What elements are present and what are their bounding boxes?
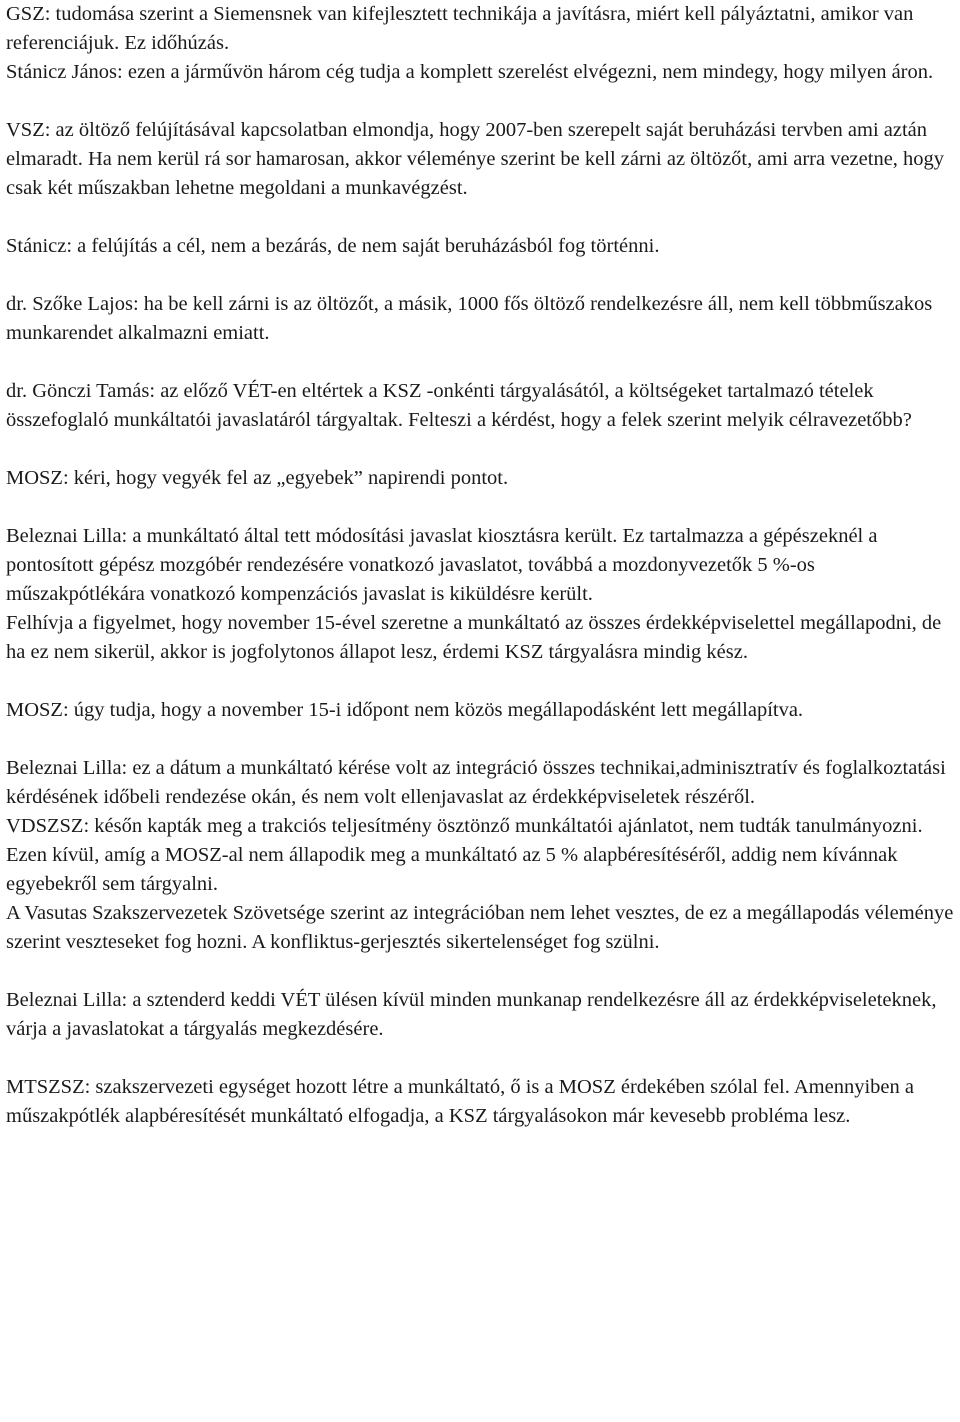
paragraph-beleznai-lilla-2 — [6, 754, 954, 812]
text-segment: dr. — [6, 380, 28, 402]
paragraph-beleznai-lilla-3 — [6, 986, 954, 1044]
text-segment: Gönczi Tamás: az előző VÉT-en eltértek a KSZ — [27, 380, 427, 402]
text-segment: Beleznai Lilla: ez a dátum a munkáltató kérése volt az integráció összes technikai,adminisztratív és foglalkoztatási kérdésének időbeli rendezése okán, és nem volt ellenjavaslat az érdekképviseletek részéről. — [6, 757, 946, 808]
text-segment: VSZ: az öltöző felújításával kapcsolatban elmondja, hogy 2007-ben szerepelt saját beruházási tervben ami aztán elmaradt. — [6, 119, 928, 170]
text-segment: MOSZ: kéri, hogy vegyék fel az „egyebek” napirendi pontot. — [6, 467, 509, 489]
paragraph-mtszsz — [6, 1073, 954, 1131]
paragraph-vsz — [6, 116, 954, 203]
text-segment: VDSZSZ: későn kapták meg a trakciós teljesítmény ösztönző munkáltatói ajánlatot, nem tudták tanulmányozni. — [6, 815, 923, 837]
text-segment: Ha nem kerül rá sor hamarosan, akkor véleménye szerint be kell zárni az öltözőt, ami arra vezetne, hogy csak két műszakban lehetne megoldani a munkavégzést. — [6, 148, 945, 199]
paragraph-gonczi-tamas — [6, 377, 954, 435]
text-segment: Felhívja a figyelmet, hogy november 15-ével szeretne a munkáltató az összes érdekképviselettel megállapodni, de ha ez nem sikerül, akkor is jogfolytonos állapot lesz, érdemi KSZ tárgyalásra mindig kész. — [6, 612, 942, 663]
paragraph-stanicz — [6, 232, 954, 261]
paragraph-stanicz-janos — [6, 58, 954, 87]
text-segment: Stánicz: a felújítás a cél, nem a bezárás, de nem saját beruházásból fog történni. — [6, 235, 660, 257]
text-segment: dr. — [6, 293, 28, 315]
text-segment: Ezen kívül, amíg a MOSZ-al nem állapodik meg a munkáltató az 5 % alapbéresítéséről, addig nem kívánnak egyebekről sem tárgyalni. — [6, 844, 898, 895]
text-segment: MOSZ: úgy tudja, hogy a november 15-i időpont nem közös megállapodásként lett megállapítva. — [6, 699, 804, 721]
paragraph-felhivja — [6, 609, 954, 667]
text-segment: Beleznai Lilla: a sztenderd keddi VÉT ülésen kívül minden munkanap rendelkezésre áll az érdekképviseleteknek, várja a javaslatokat a tárgyalás megkezdésére. — [6, 989, 937, 1040]
paragraph-beleznai-lilla-1 — [6, 522, 954, 609]
text-segment: A Vasutas Szakszervezetek Szövetsége szerint az integrációban nem lehet vesztes, de ez a megállapodás véleménye szerint veszteseket fog hozni. — [6, 902, 954, 953]
paragraph-gsz — [6, 0, 954, 58]
text-segment: Szőke Lajos: ha be kell zárni is az öltözőt, a másik, 1000 fős öltöző rendelkezésre áll, nem kell többműszakos munkarendet alkalmazni emiatt. — [6, 293, 933, 344]
text-segment: Beleznai Lilla: a munkáltató által tett módosítási javaslat kiosztásra került. — [6, 525, 618, 547]
text-segment: A konfliktus-gerjesztés sikertelenséget fog szülni. — [247, 931, 660, 953]
text-segment: MTSZSZ: szakszervezeti egységet hozott létre a munkáltató, ő is a MOSZ érdekében szólal fel. — [6, 1076, 790, 1098]
paragraph-vasutas-szakszervezetek — [6, 899, 954, 957]
text-segment: -onkénti tárgyalásától, a költségeket tartalmazó tételek összefoglaló munkáltatói javaslatáról tárgyaltak. — [6, 380, 874, 431]
text-segment: GSZ: tudomása szerint a Siemensnek van kifejlesztett technikája a javításra, miért kell pályáztatni, amikor van referenciájuk. Ez időhúzás. — [6, 3, 914, 54]
text-segment: Amennyiben a műszakpótlék alapbéresítését munkáltató elfogadja, a KSZ tárgyalásokon már kevesebb probléma lesz. — [6, 1076, 914, 1127]
text-segment: Felteszi a kérdést, hogy a felek szerint melyik célravezetőbb? — [402, 409, 912, 431]
paragraph-szoke-lajos — [6, 290, 954, 348]
paragraph-mosz-2 — [6, 696, 954, 725]
paragraph-mosz-1 — [6, 464, 954, 493]
paragraph-vdszsz — [6, 812, 954, 899]
text-segment: Ez tartalmazza a gépészeknél a pontosított gépész mozgóbér rendezésére vonatkozó javaslatot, továbbá a mozdonyvezetők 5 %-os műszakpótlékára vonatkozó kompenzációs javaslat is kiküldésre került. — [6, 525, 878, 605]
text-segment: Stánicz János: ezen a járművön három cég tudja a komplett szerelést elvégezni, nem mindegy, hogy milyen áron. — [6, 61, 934, 83]
document-page — [6, 0, 954, 1131]
